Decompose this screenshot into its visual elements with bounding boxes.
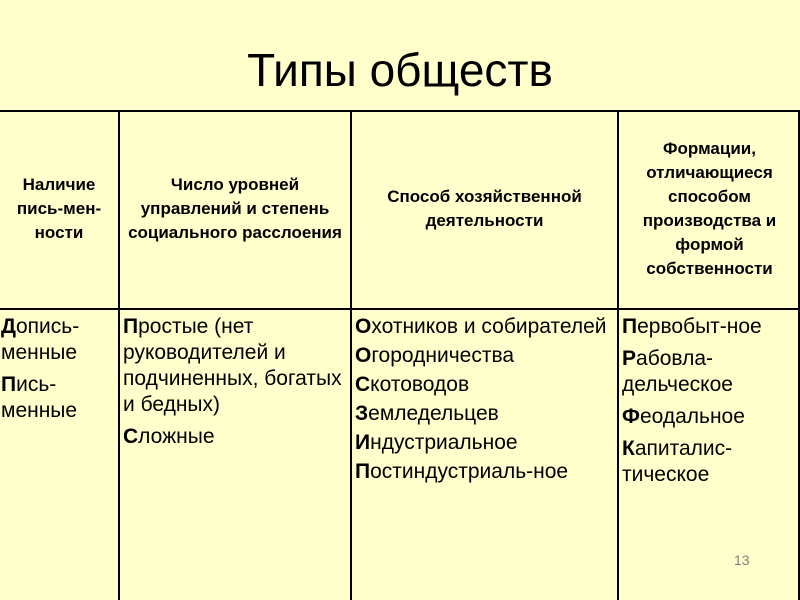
header-formations (619, 110, 800, 308)
column-divider (350, 110, 352, 600)
list-item: Феодальное (622, 405, 745, 428)
list-item: Постиндустриаль-ное (355, 460, 569, 483)
list-item: Индустриальное (355, 431, 518, 454)
page-number: 13 (734, 552, 750, 568)
list-item: Сложные (123, 425, 215, 448)
cell-management-levels (120, 310, 352, 600)
header-divider (0, 308, 800, 310)
list-item: Пись-менные (1, 373, 78, 422)
column-divider (617, 110, 619, 600)
header-management-levels (120, 110, 350, 308)
list-item: Первобыт-ное (622, 315, 762, 338)
list-item: Допись-менные (1, 315, 80, 364)
list-item: Охотников и собирателей (355, 315, 607, 338)
header-writing (0, 110, 118, 308)
list-item: Скотоводов (355, 373, 470, 396)
header-management-levels-label: Число уровней управлений и степень социального расслоения (128, 175, 342, 242)
society-types-table (0, 110, 800, 600)
table-top-border (0, 110, 800, 112)
cell-economic-activity (352, 310, 617, 600)
list-item: Земледельцев (355, 402, 499, 425)
list-item: Огородничества (355, 344, 515, 367)
list-item: Капиталис-тическое (622, 437, 733, 486)
column-divider (118, 110, 120, 600)
list-item: Рабовла-дельческое (622, 347, 733, 396)
list-item: Простые (нет руководителей и подчиненных, богатых и бедных) (123, 315, 342, 416)
header-economic-activity-label: Способ хозяйственной деятельности (387, 187, 582, 230)
slide-title: Типы обществ (247, 44, 553, 96)
cell-formations (619, 310, 800, 600)
cell-writing (0, 310, 118, 600)
header-writing-label: Наличие пись-мен-ности (16, 175, 102, 242)
header-economic-activity (352, 110, 617, 308)
header-formations-label: Формации, отличающиеся способом производства и формой собственности (642, 139, 777, 278)
